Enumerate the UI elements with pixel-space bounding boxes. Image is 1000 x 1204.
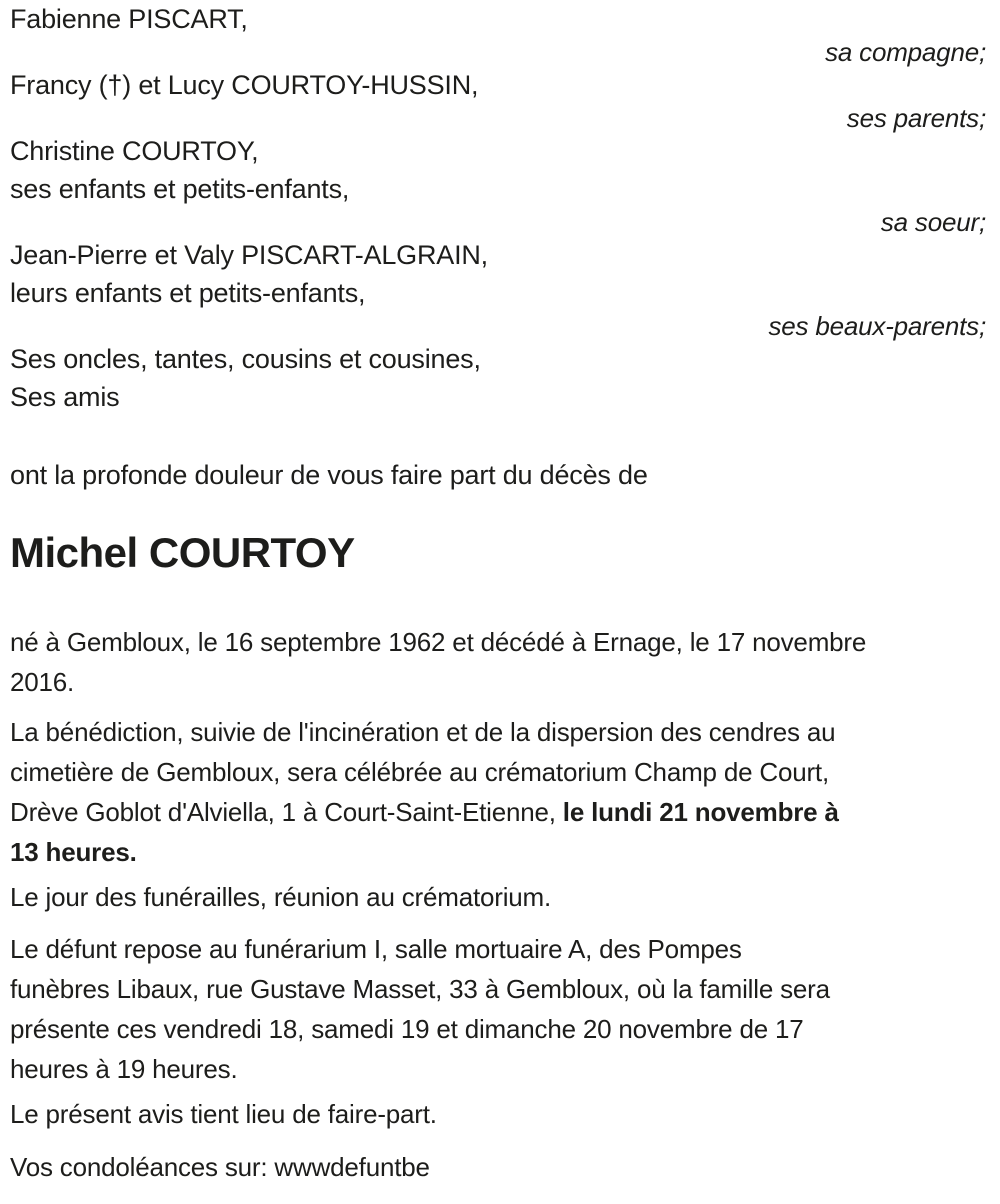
family-name-line: Francy (†) et Lucy COURTOY-HUSSIN,: [10, 70, 479, 100]
reunion-paragraph: [10, 877, 986, 917]
text-line: funèbres Libaux, rue Gustave Masset, 33 à Gembloux, où la famille sera: [10, 974, 830, 1004]
relation-label: ses beaux-parents;: [768, 311, 986, 341]
family-name-line: ses enfants et petits-enfants,: [10, 174, 350, 204]
text-line: Le défunt repose au funérarium I, salle mortuaire A, des Pompes: [10, 934, 742, 964]
relation-label: ses parents;: [846, 103, 986, 133]
family-name-line: Ses amis: [10, 382, 120, 412]
relation-label: sa compagne;: [825, 37, 986, 67]
family-section: [10, 0, 986, 416]
family-group-parents: [10, 66, 986, 132]
family-group-soeur: [10, 132, 986, 236]
family-name-line: leurs enfants et petits-enfants,: [10, 278, 366, 308]
text-line: Le jour des funérailles, réunion au crématorium.: [10, 882, 552, 912]
family-group-others: [10, 340, 986, 416]
family-group-compagne: [10, 0, 986, 66]
birth-death-paragraph: [10, 622, 986, 702]
text-line: Le présent avis tient lieu de faire-part.: [10, 1099, 437, 1129]
text-line: cimetière de Gembloux, sera célébrée au crématorium Champ de Court,: [10, 757, 829, 787]
text-line: La bénédiction, suivie de l'incinération et de la dispersion des cendres au: [10, 717, 836, 747]
ceremony-date-bold: le lundi 21 novembre à: [562, 797, 839, 827]
family-name-line: Christine COURTOY,: [10, 136, 259, 166]
text-line: né à Gembloux, le 16 septembre 1962 et décédé à Ernage, le 17 novembre: [10, 627, 867, 657]
legal-notice-paragraph: [10, 1094, 986, 1134]
deceased-name: Michel COURTOY: [10, 529, 355, 576]
text-line: présente ces vendredi 18, samedi 19 et dimanche 20 novembre de 17: [10, 1014, 804, 1044]
condolences-paragraph: [10, 1147, 986, 1187]
text-line: 2016.: [10, 667, 75, 697]
ceremony-paragraph: [10, 712, 986, 872]
text-segment: Drève Goblot d'Alviella, 1 à Court-Saint-Etienne,: [10, 797, 563, 827]
family-name-line: Ses oncles, tantes, cousins et cousines,: [10, 344, 481, 374]
relation-label: sa soeur;: [880, 207, 986, 237]
condolences-line: Vos condoléances sur: wwwdefuntbe: [10, 1152, 430, 1182]
repose-paragraph: [10, 929, 986, 1089]
family-group-beaux-parents: [10, 236, 986, 340]
family-name-line: Jean-Pierre et Valy PISCART-ALGRAIN,: [10, 240, 488, 270]
announcement-intro: ont la profonde douleur de vous faire part du décès de: [10, 460, 648, 490]
text-line: [10, 792, 986, 832]
ceremony-time-bold: 13 heures.: [10, 837, 137, 867]
family-name-line: Fabienne PISCART,: [10, 4, 248, 34]
text-line: heures à 19 heures.: [10, 1054, 238, 1084]
